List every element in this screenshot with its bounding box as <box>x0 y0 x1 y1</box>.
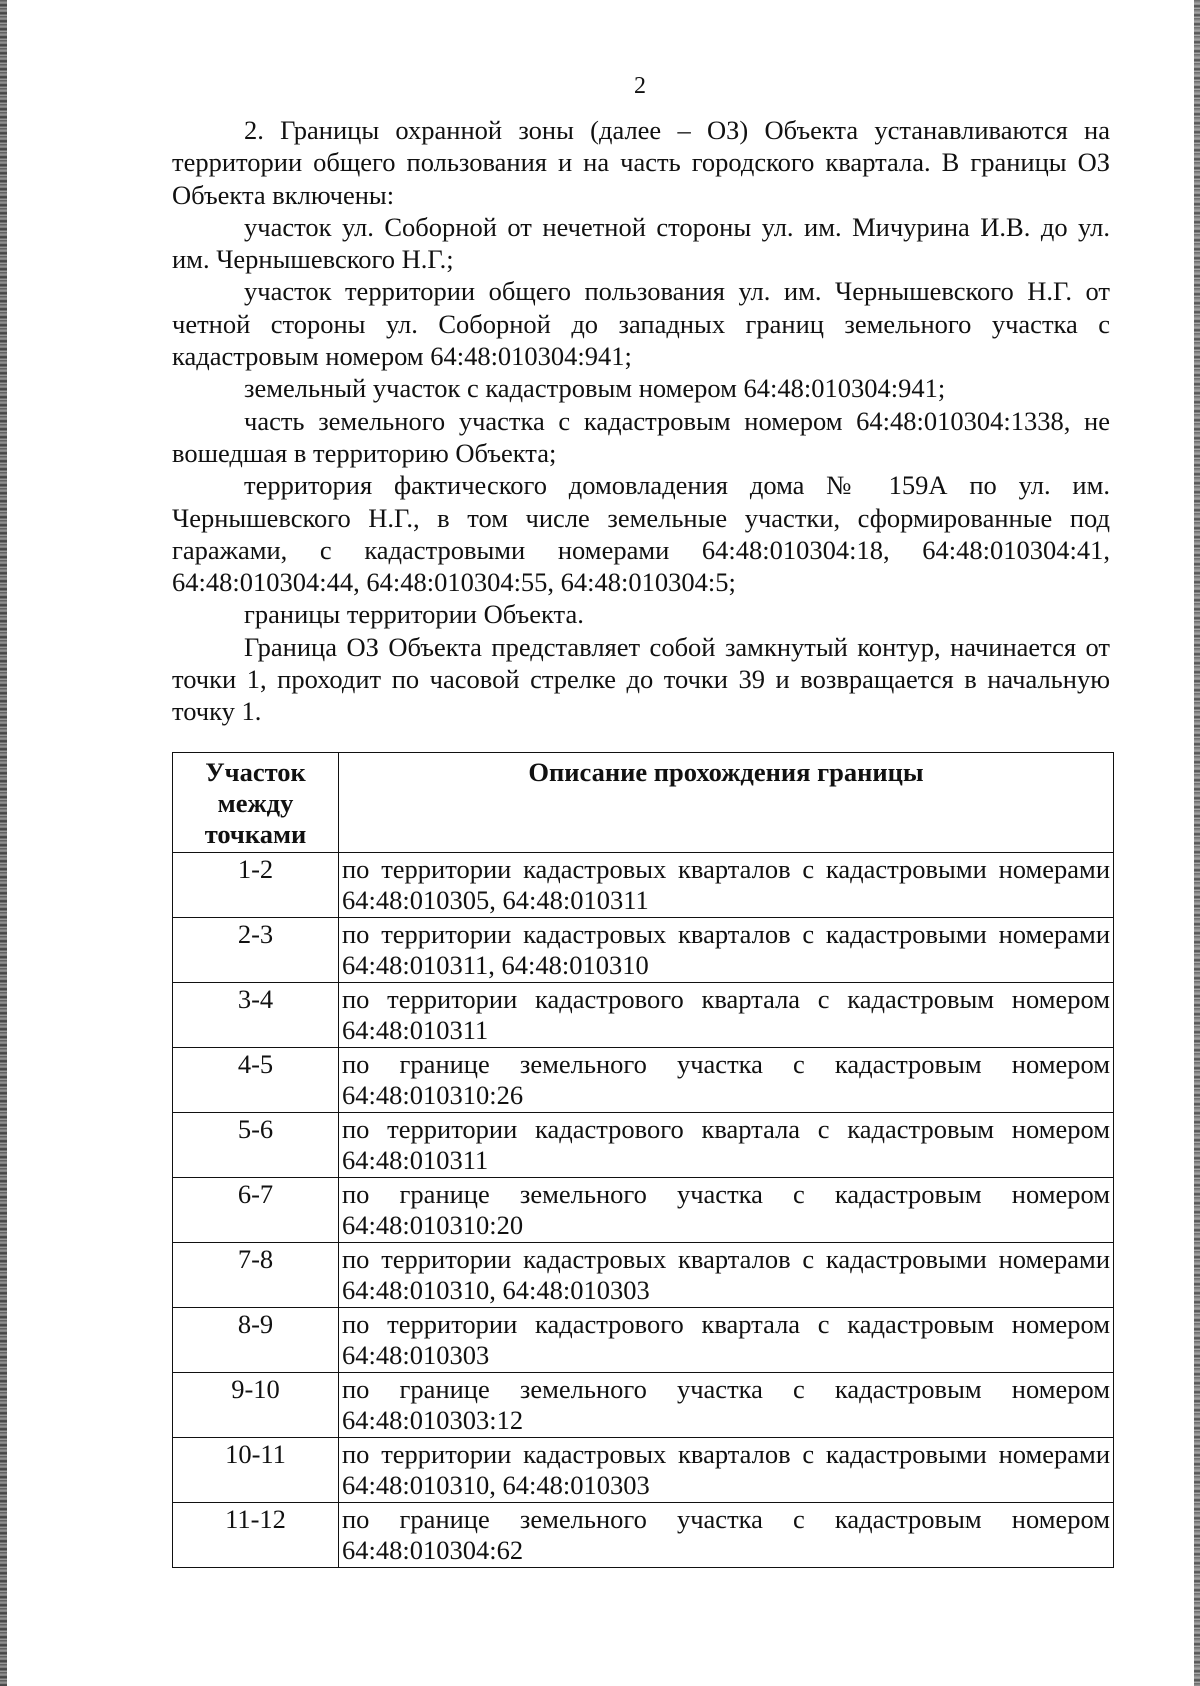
boundary-description-table <box>172 752 1114 1568</box>
segment-cell: 3-4 <box>173 983 339 1048</box>
table-row <box>173 1503 1114 1568</box>
segment-cell: 8-9 <box>173 1308 339 1373</box>
description-cell: по границе земельного участка с кадастровым номером 64:48:010310:26 <box>339 1048 1114 1113</box>
segment-cell: 4-5 <box>173 1048 339 1113</box>
table-body <box>173 853 1114 1568</box>
description-cell: по границе земельного участка с кадастровым номером 64:48:010303:12 <box>339 1373 1114 1438</box>
table-row <box>173 1178 1114 1243</box>
table-row <box>173 1113 1114 1178</box>
table-row <box>173 1438 1114 1503</box>
paragraph: 2. Границы охранной зоны (далее – ОЗ) Объекта устанавливаются на территории общего пользования и на часть городского квартала. В границы ОЗ Объекта включены: <box>172 115 1110 210</box>
segment-cell: 2-3 <box>173 918 339 983</box>
scan-edge-left <box>0 0 7 1686</box>
scan-edge-right <box>1194 0 1200 1686</box>
description-cell: по границе земельного участка с кадастровым номером 64:48:010304:62 <box>339 1503 1114 1568</box>
segment-cell: 6-7 <box>173 1178 339 1243</box>
segment-cell: 11-12 <box>173 1503 339 1568</box>
description-cell: по территории кадастровых кварталов с кадастровыми номерами 64:48:010310, 64:48:010303 <box>339 1438 1114 1503</box>
paragraph: границы территории Объекта. <box>244 599 584 630</box>
description-cell: по территории кадастрового квартала с кадастровым номером 64:48:010303 <box>339 1308 1114 1373</box>
header-segment: Участок между точками <box>173 753 339 853</box>
description-cell: по территории кадастрового квартала с кадастровым номером 64:48:010311 <box>339 983 1114 1048</box>
description-cell: по территории кадастрового квартала с кадастровым номером 64:48:010311 <box>339 1113 1114 1178</box>
header-description: Описание прохождения границы <box>339 753 1114 853</box>
segment-cell: 9-10 <box>173 1373 339 1438</box>
page-number: 2 <box>634 73 646 99</box>
paragraph: Граница ОЗ Объекта представляет собой замкнутый контур, начинается от точки 1, проходит по часовой стрелке до точки 39 и возвращается в начальную точку 1. <box>172 631 1110 727</box>
paragraph: участок территории общего пользования ул. им. Чернышевского Н.Г. от четной стороны ул. Соборной до западных границ земельного участка с кадастровым номером 64:48:010304:941; <box>172 276 1110 372</box>
table-row <box>173 1243 1114 1308</box>
segment-cell: 10-11 <box>173 1438 339 1503</box>
description-cell: по территории кадастровых кварталов с кадастровыми номерами 64:48:010310, 64:48:010303 <box>339 1243 1114 1308</box>
description-cell: по территории кадастровых кварталов с кадастровыми номерами 64:48:010305, 64:48:010311 <box>339 853 1114 918</box>
table-row <box>173 983 1114 1048</box>
table-header-row <box>173 753 1114 853</box>
segment-cell: 1-2 <box>173 853 339 918</box>
table-row <box>173 1373 1114 1438</box>
table-row <box>173 1308 1114 1373</box>
table-row <box>173 1048 1114 1113</box>
paragraph: участок ул. Соборной от нечетной стороны ул. им. Мичурина И.В. до ул. им. Чернышевского Н.Г.; <box>172 211 1110 275</box>
paragraph: территория фактического домовладения дома № 159А по ул. им. Чернышевского Н.Г., в том числе земельные участки, сформированные под гаражами, с кадастровыми номерами 64:48:010304:18, 64:48:010304:41, 64:48:010304:44, 64:48:010304:55, 64:48:010304:5; <box>172 470 1110 598</box>
segment-cell: 7-8 <box>173 1243 339 1308</box>
description-cell: по территории кадастровых кварталов с кадастровыми номерами 64:48:010311, 64:48:010310 <box>339 918 1114 983</box>
table-row <box>173 853 1114 918</box>
document-body <box>172 114 1110 728</box>
paragraph: земельный участок с кадастровым номером 64:48:010304:941; <box>244 373 946 404</box>
description-cell: по границе земельного участка с кадастровым номером 64:48:010310:20 <box>339 1178 1114 1243</box>
paragraph: часть земельного участка с кадастровым номером 64:48:010304:1338, не вошедшая в территорию Объекта; <box>172 405 1110 468</box>
segment-cell: 5-6 <box>173 1113 339 1178</box>
table-row <box>173 918 1114 983</box>
